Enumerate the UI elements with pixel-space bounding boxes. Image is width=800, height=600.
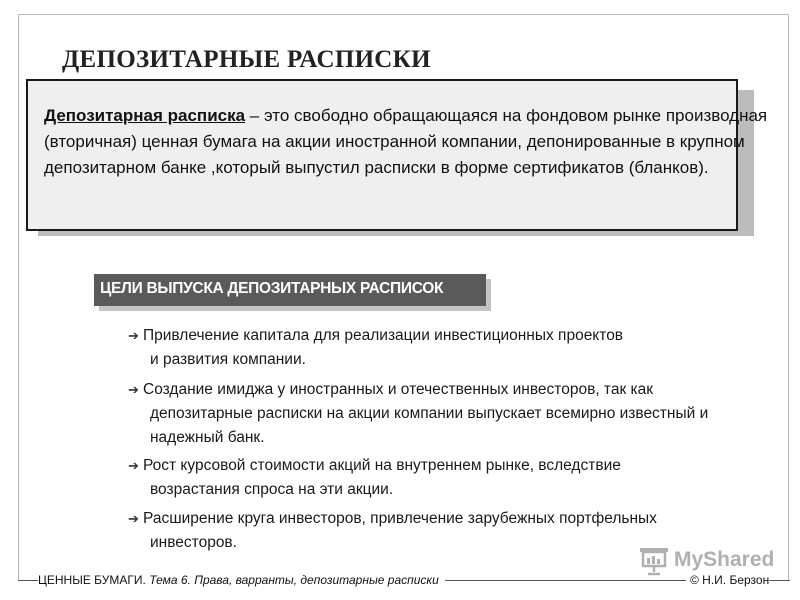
arrow-right-icon: ➔ (128, 511, 139, 526)
footer-left (38, 573, 445, 587)
goal-item (128, 324, 768, 372)
goal-text-continued: депозитарные расписки на акции компании выпускает всемирно известный и надежный банк. (150, 405, 709, 446)
goal-text-continued: и развития компании. (150, 351, 306, 368)
goal-text-continued: возрастания спроса на эти акции. (150, 481, 394, 498)
goal-text: Рост курсовой стоимости акций на внутреннем рынке, вследствие (143, 457, 621, 474)
slide-title: ДЕПОЗИТАРНЫЕ РАСПИСКИ (62, 46, 431, 73)
myshared-watermark (638, 546, 778, 576)
left-divider (18, 14, 19, 580)
definition-text (44, 103, 779, 181)
definition-body: – это свободно обращающаяся на фондовом рынке производная (вторичная) ценная бумага на акции иностранной компании, депонированные в крупном депозитарном банке ,который выпустил расписки в форме сертификатов (бланков). (44, 106, 768, 177)
footer-course: ЦЕННЫЕ БУМАГИ. (38, 573, 146, 587)
arrow-right-icon: ➔ (128, 328, 139, 343)
footer-topic: Тема 6. Права, варранты, депозитарные расписки (149, 573, 439, 587)
arrow-right-icon: ➔ (128, 382, 139, 397)
top-divider (18, 14, 788, 15)
watermark-text: MyShared (674, 548, 775, 571)
goal-item (128, 378, 768, 450)
goals-header-label: ЦЕЛИ ВЫПУСКА ДЕПОЗИТАРНЫХ РАСПИСОК (100, 280, 444, 297)
presentation-board-icon (638, 546, 670, 576)
right-divider (788, 14, 789, 580)
goal-text: Привлечение капитала для реализации инвестиционных проектов (143, 327, 624, 344)
goal-text: Расширение круга инвесторов, привлечение зарубежных портфельных (143, 510, 657, 527)
definition-term: Депозитарная расписка (44, 106, 246, 125)
footer-author: © Н.И. Берзон (686, 573, 769, 587)
goal-text-continued: инвесторов. (150, 534, 237, 551)
goal-item (128, 454, 768, 502)
goals-header (94, 274, 486, 306)
goal-text: Создание имиджа у иностранных и отечественных инвесторов, так как (143, 381, 654, 398)
arrow-right-icon: ➔ (128, 458, 139, 473)
